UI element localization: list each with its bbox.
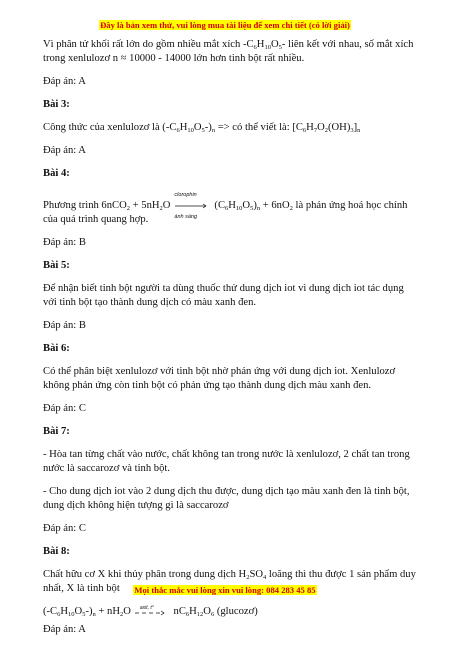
bai8-text: Chất hữu cơ X khi thủy phân trong dung dịch $H_2SO_4$ loãng thì thu được 1 sản phẩm duy nhất, X là tinh bột (43, 569, 416, 594)
bai6-text: Có thể phân biệt xenlulozơ với tinh bột nhờ phản ứng với dung dịch iot. Xenlulozơ không phản ứng còn tinh bột có phản ứng tạo thành dung dịch màu xanh đen. (43, 366, 396, 391)
bai4-answer: Đáp án: B (43, 237, 86, 248)
bai8-answer: Đáp án: A (43, 624, 86, 635)
contact-banner: Mọi thắc mắc vui lòng xin vui lòng: 084 283 45 85 (134, 585, 316, 595)
bai7-text1: - Hòa tan từng chất vào nước, chất không tan trong nước là xenlulozơ, 2 chất tan trong nước là saccarozơ và tinh bột. (43, 449, 410, 474)
bai3-answer: Đáp án: A (43, 145, 86, 156)
bai3-title: Bài 3: (43, 99, 70, 110)
bai8-equation: $(-C_6H_{10}O_5-)_n + nH_2O$ axit, t° $nC_6H_{12}O_6$ (glucozơ) (43, 604, 258, 618)
hydrolysis-arrow: axit, t° (134, 607, 168, 617)
preview-banner: Đây là bản xem thử, vui lòng mua tài liệu để xem chi tiết (có lời giải) (100, 20, 350, 30)
intro-paragraph: Vì phân tử khối rất lớn do gồm nhiều mắt xích $-C_6H_{10}O_5-$ liên kết với nhau, số mắt xích trong xenlulozơ n ≈ 10000 - 14000 lớn hơn tinh bột rất nhiều. (43, 39, 414, 64)
document-body (43, 38, 419, 646)
bai6-title: Bài 6: (43, 343, 70, 354)
bai5-answer: Đáp án: B (43, 320, 86, 331)
bai4-equation: Phương trình $6nCO_2 + 5nH_2O$ clorophin ánh sáng $(C_6H_{10}O_5)_n + 6nO_2$ là phản ứng hoá học chính của quá trình quang hợp. (43, 191, 408, 225)
reaction-arrow: clorophin ánh sáng (172, 200, 212, 212)
bai5-title: Bài 5: (43, 260, 70, 271)
bai7-text2: - Cho dung dịch iot vào 2 dung dịch thu được, dung dịch tạo màu xanh đen là tinh bột, dung dịch không hiện tượng gì là saccarozơ (43, 486, 410, 511)
bai7-title: Bài 7: (43, 426, 70, 437)
bai8-title: Bài 8: (43, 546, 70, 557)
bai4-title: Bài 4: (43, 168, 70, 179)
bai5-text: Để nhận biết tinh bột người ta dùng thuốc thử dung dịch iot vì dung dịch iot tác dụng với tinh bột tạo thành dung dịch có màu xanh đen. (43, 283, 404, 308)
bai7-answer: Đáp án: C (43, 523, 86, 534)
bai6-answer: Đáp án: C (43, 403, 86, 414)
bai3-text: Công thức của xenlulozơ là $(-C_6H_{10}O_5-)_n$ => có thể viết là: $[C_6H_7O_2(OH)_3]_n$ (43, 122, 361, 134)
intro-answer: Đáp án: A (43, 76, 86, 87)
